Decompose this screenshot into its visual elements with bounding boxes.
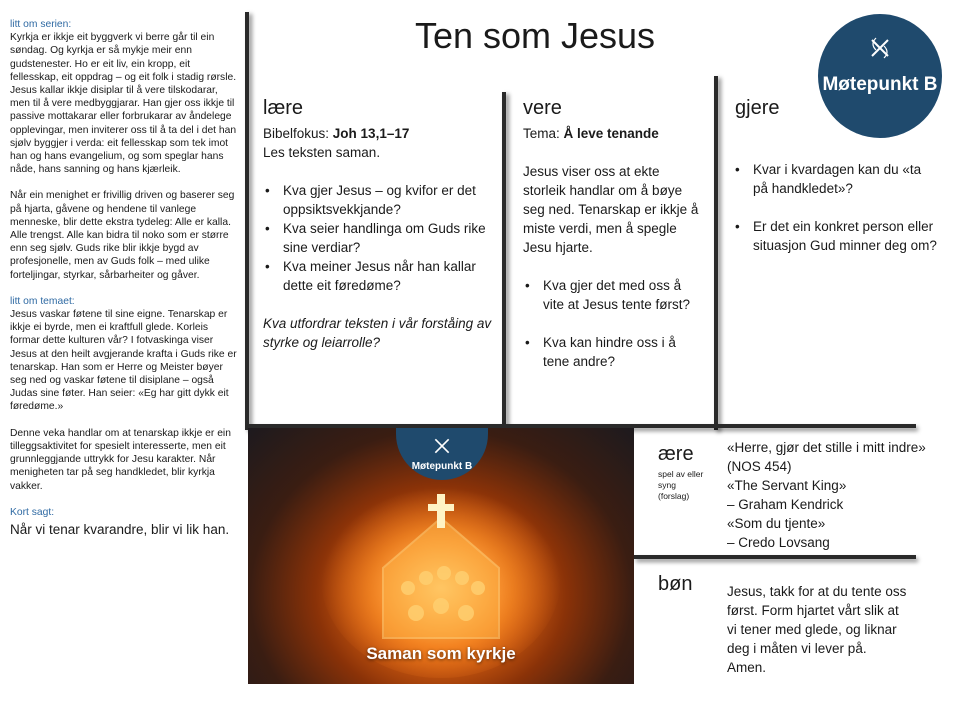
aere-heading: ære [658,443,694,465]
theme-paragraph-2: Denne veka handlar om at tenarskap ikkje er ein tilleggsaktivitet for spesielt interesserte, men eit grunnleggjande uttrykk for Jesu karakter. Når menigheten tar på seg handkledet, blir kyrkja vakker. [10,427,231,492]
list-item: • Kva kan hindre oss i å tene andre? [523,333,705,371]
vere-heading: vere [523,97,562,119]
divider-horizontal-middle [634,555,916,559]
list-item: • Kva seier handlinga om Guds rike sine verdiar? [263,219,499,257]
series-heading: litt om serien: [10,19,72,30]
bible-focus [263,124,499,143]
list-item: • Kvar i kvardagen kan du «ta på handkledet»? [733,160,938,198]
divider-left [245,12,249,430]
theme-heading: litt om temaet: [10,295,75,307]
list-item: – Graham Kendrick [727,497,844,512]
laere-section [263,124,499,352]
laere-question: Kva utfordrar teksten i vår forståing av styrke og leiarrolle? [263,316,492,350]
list-item: «Som du tjente» [727,516,826,531]
page-title: Ten som Jesus [414,15,656,56]
list-item: • Kva gjer Jesus – og kvifor er det oppsiktsvekkjande? [263,181,499,219]
logo-text: Møtepunkt B [822,74,938,95]
theme-label: Tema: [523,126,564,141]
list-item: «The Servant King» [727,478,847,493]
theme-value: Å leve tenande [563,126,659,141]
church-photo [248,428,634,684]
read-instruction: Les teksten saman. [263,145,381,160]
vere-section [523,124,705,371]
cross-logo-icon [868,36,892,60]
vere-bullets [523,276,705,371]
laere-bullets [263,181,499,295]
list-item: • Kva meiner Jesus når han kallar dette eit føredøme? [263,257,499,295]
theme-paragraph-1: Jesus vaskar føtene til sine eigne. Tenarskap er ikkje ei byrde, men ei kraftfull glede. Korleis formar dette kulturen vår? I fotvaskinga viser Jesus at den heilt avgjerande krafta i Guds rike er tenarskap. Han som er Herre og Meister bøyer seg ned og vaskar føtene til disiplane – også Judas sine føter. Han seier: «Eg har gitt dykk eit føredøme.» [10,309,237,413]
short-heading: Kort sagt: [10,506,55,518]
vere-intro: Jesus viser oss at ekte storleik handlar om å bøye seg ned. Tenarskap er ikkje å miste verdi, men å spegle Jesu hjarte. [523,164,699,255]
photo-caption: Saman som kyrkje [366,644,516,663]
sidebar [10,18,240,539]
cross-logo-icon [432,436,452,456]
series-paragraph-1: Kyrkja er ikkje eit byggverk vi berre går til ein søndag. Og kyrkja er så mykje meir enn gudstenester. Ho er eit liv, ein kropp, eit fellesskap, eit oppdrag – og eit folk i stadig rørsle. Jesus kallar ikkje disiplar til å vere tilskodarar, men til å vere medbyggjarar. Han gjer oss ikkje til passive mottakarar eller forbrukarar av åndelege opplevingar, men inviterer oss til å ta del i det han sjølv byggjer i verda: eit fellesskap som tek imot han og hans evangelium, og som speglar hans nåde, hans sanning og hans kjærleik. [10,32,237,176]
aere-songs [727,438,942,552]
gjere-heading: gjere [735,97,780,119]
list-item: • Kva gjer det med oss å vite at Jesus tente først? [523,276,705,314]
series-paragraph-2: Når ein menighet er frivillig driven og baserer seg på hjarta, gåvene og hendene til vanlege menneske, blir dette ekstra tydeleg: Alle er kalla. Alle trengst. Alle kan bidra til noko som er større enn seg sjølv. Guds rike blir ikkje bygd av profesjonelle, men av Guds folk – med ulike forteljingar, styrkar, sårbarheiter og gåver. [10,190,235,281]
prayer-text: Jesus, takk for at du tente oss først. Form hjartet vårt slik at vi tener med glede, og liknar deg i måten vi lever på. [727,584,907,656]
bible-reference: Joh 13,1–17 [332,126,410,141]
bon-heading: bøn [658,573,693,595]
laere-heading: lære [263,97,304,119]
short-summary: Når vi tenar kvarandre, blir vi lik han. [10,521,230,537]
bible-focus-label: Bibelfokus: [263,126,333,141]
list-item: «Herre, gjør det stille i mitt indre» (NOS 454) [727,440,926,474]
logo [818,14,942,138]
aere-note: spel av eller syng (forslag) [658,469,704,501]
gjere-bullets [733,160,938,255]
photo-logo-text: Møtepunkt B [411,461,473,472]
theme-line [523,124,705,143]
divider-middle [502,92,506,430]
prayer-amen: Amen. [727,660,767,675]
list-item: – Credo Lovsang [727,535,830,550]
gjere-section [733,160,938,255]
list-item: • Er det ein konkret person eller situasjon Gud minner deg om? [733,217,938,255]
bon-section [727,582,912,677]
divider-right [714,76,718,430]
